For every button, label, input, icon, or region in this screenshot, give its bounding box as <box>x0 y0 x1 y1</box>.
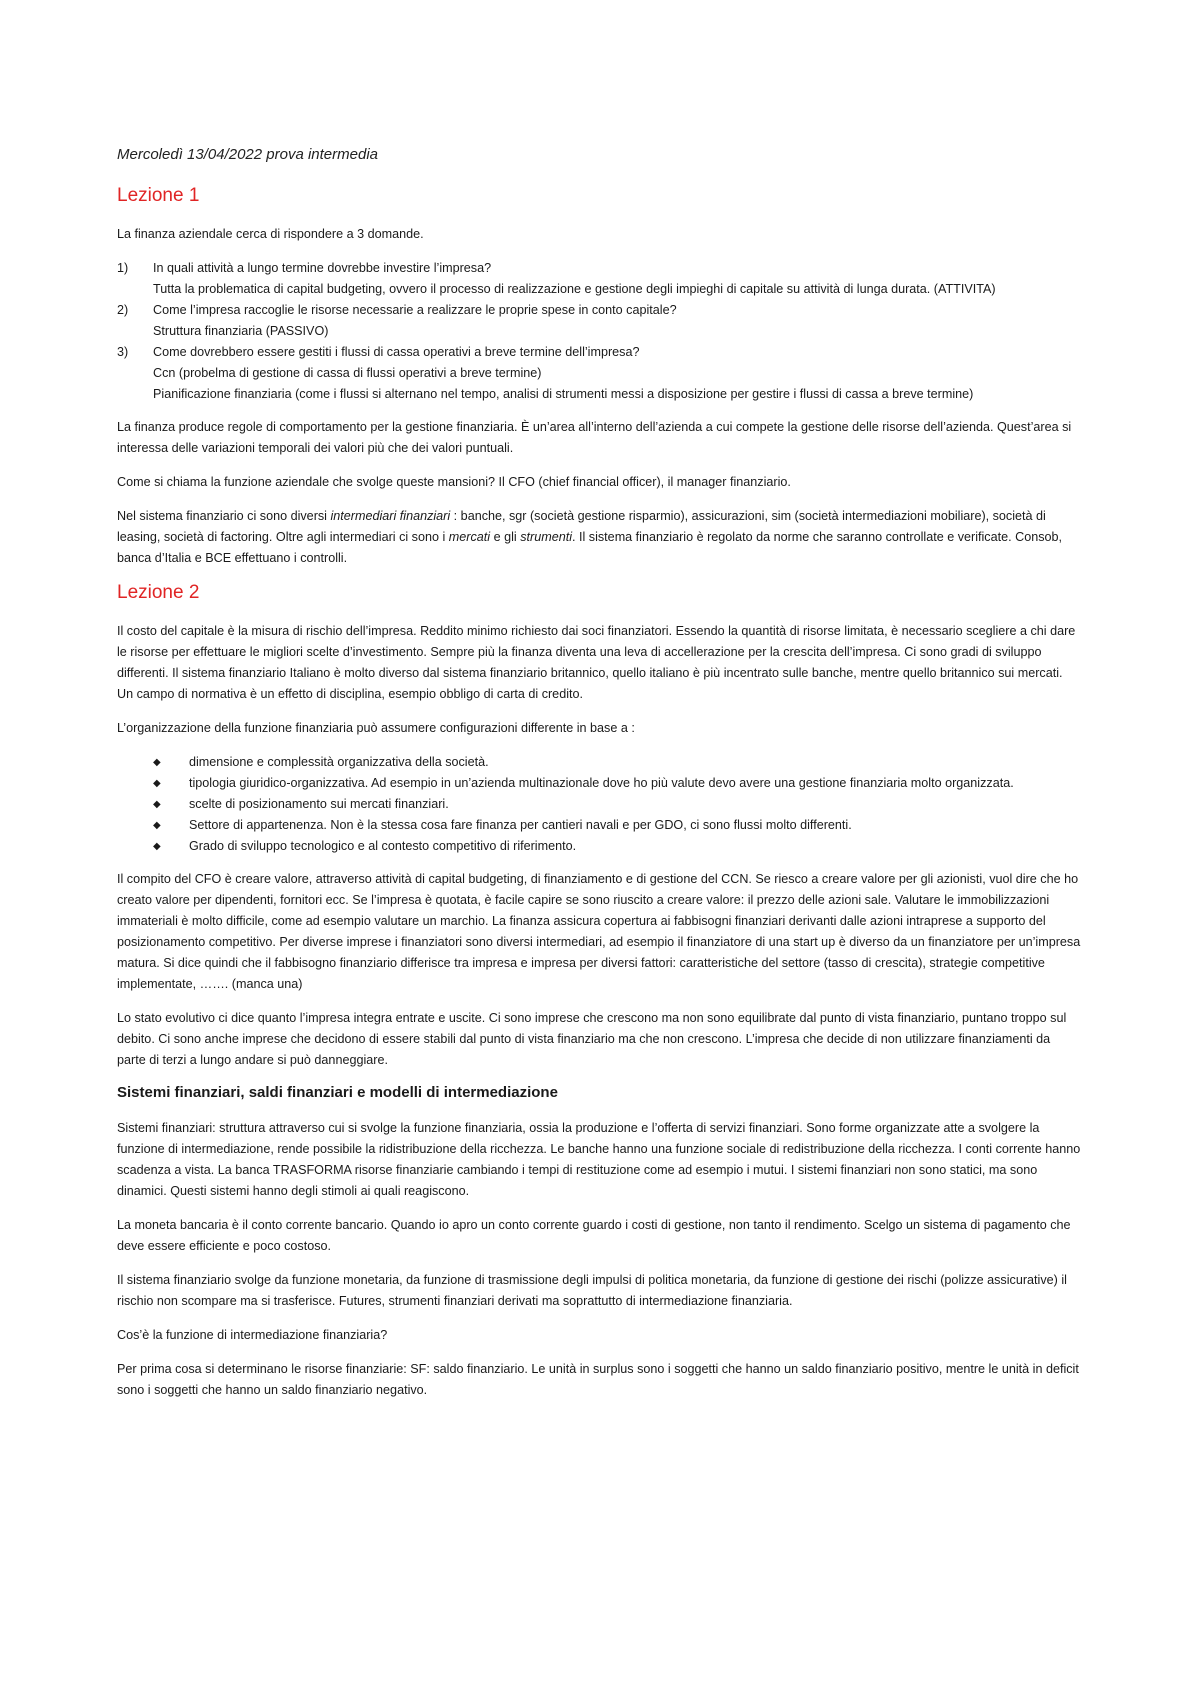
italic-term: mercati <box>448 530 491 544</box>
section-paragraph: Per prima cosa si determinano le risorse finanziarie: SF: saldo finanziario. Le unità in surplus sono i soggetti che hanno un saldo finanziario positivo, mentre le unità in deficit sono i soggetti che hanno un saldo finanziario negativo. <box>117 1362 1079 1397</box>
lesson-1-paragraph <box>117 506 1082 569</box>
bullet-icon: ◆ <box>153 820 161 831</box>
lesson-2-title: Lezione 2 <box>117 582 200 603</box>
section-paragraph: Il sistema finanziario svolge da funzione monetaria, da funzione di trasmissione degli impulsi di politica monetaria, da funzione di gestione dei rischi (polizze assicurative) il rischio non scompare ma si trasferisce. Futures, strumenti finanziari derivati ma soprattutto di intermediazione finanziaria. <box>117 1273 1067 1308</box>
question-number: 3) <box>117 345 129 359</box>
section-paragraph: Sistemi finanziari: struttura attraverso cui si svolge la funzione finanziaria, ossia la produzione e l’offerta di servizi finanziari. Sono forme organizzate atte a svolgere la funzione di intermediazione, rende possibile la ridistribuzione della ricchezza. Le banche hanno una funzione sociale di redistribuzione della ricchezza. I conti corrente hanno scadenza a vista. La banca TRASFORMA risorse finanziarie cambiando i tempi di restituzione come ad esempio i mutui. I sistemi finanziari non sono statici, ma sono dinamici. Questi sistemi hanno degli stimoli ai quali reagiscono. <box>117 1121 1081 1198</box>
lesson-2-paragraph: Il costo del capitale è la misura di rischio dell’impresa. Reddito minimo richiesto dai soci finanziatori. Essendo la quantità di risorse limitata, è necessario scegliere a chi dare le risorse per effettuare le migliori scelte d’investimento. Sempre più la finanza diventa una leva di accellerazione per la crescita dell’impresa. Ci sono gradi di sviluppo differenti. Il sistema finanziario Italiano è molto diverso dal sistema finanziario britannico, quello italiano è più incentrato sulle banche, mentre quello britannico sui mercati. Un campo di normativa è un effetto di disciplina, esempio obbligo di carta di credito. <box>117 624 1076 701</box>
bullet-item <box>117 815 1082 836</box>
bullet-text: dimensione e complessità organizzativa della società. <box>189 755 489 769</box>
question-text: In quali attività a lungo termine dovrebbe investire l’impresa? <box>153 261 492 275</box>
lesson-1-intro: La finanza aziendale cerca di rispondere a 3 domande. <box>117 227 424 241</box>
date-line: Mercoledì 13/04/2022 prova intermedia <box>117 146 378 163</box>
bullet-text: Settore di appartenenza. Non è la stessa cosa fare finanza per cantieri navali e per GDO, ci sono flussi molto differenti. <box>189 818 852 832</box>
section-title: Sistemi finanziari, saldi finanziari e modelli di intermediazione <box>117 1084 558 1101</box>
text-run: . Il sistema finanziario è regolato da norme che saranno controllate e verificate. Consob, banca d’Italia e BCE effettuano i controlli. <box>117 530 1063 565</box>
lesson-1-title: Lezione 1 <box>117 185 200 206</box>
bullet-item <box>117 794 1082 815</box>
question-answer: Pianificazione finanziaria (come i flussi si alternano nel tempo, analisi di strumenti messi a disposizione per gestire i flussi di cassa a breve termine) <box>153 387 974 401</box>
document-page <box>117 146 1082 1414</box>
bullet-item <box>117 836 1082 857</box>
bullet-icon: ◆ <box>153 841 161 852</box>
question-text: Come l’impresa raccoglie le risorse necessarie a realizzare le proprie spese in conto capitale? <box>153 303 677 317</box>
question-item <box>117 258 1082 300</box>
text-run: e gli <box>490 530 521 544</box>
question-answer: Tutta la problematica di capital budgeting, ovvero il processo di realizzazione e gestione degli impieghi di capitale su attività di lunga durata. (ATTIVITA) <box>153 282 996 296</box>
bullet-item <box>117 752 1082 773</box>
lesson-2-paragraph: Lo stato evolutivo ci dice quanto l’impresa integra entrate e uscite. Ci sono imprese che crescono ma non sono equilibrate dal punto di vista finanziario, puntano troppo sul debito. Ci sono anche imprese che decidono di essere stabili dal punto di vista finanziario ma che non crescono. L’impresa che decide di non utilizzare finanziamenti da parte di terzi a lungo andare si può danneggiare. <box>117 1011 1067 1067</box>
bullet-text: Grado di sviluppo tecnologico e al contesto competitivo di riferimento. <box>189 839 577 853</box>
question-number: 1) <box>117 261 129 275</box>
text-run: Nel sistema finanziario ci sono diversi <box>117 509 331 523</box>
bullet-text: scelte di posizionamento sui mercati finanziari. <box>189 797 449 811</box>
bullet-icon: ◆ <box>153 757 161 768</box>
italic-term: strumenti <box>520 530 572 544</box>
bullet-item <box>117 773 1082 794</box>
bullet-text: tipologia giuridico-organizzativa. Ad esempio in un’azienda multinazionale dove ho più valute devo avere una gestione finanziaria molto organizzata. <box>189 776 1014 790</box>
bullet-icon: ◆ <box>153 799 161 810</box>
question-answer: Ccn (probelma di gestione di cassa di flussi operativi a breve termine) <box>153 366 542 380</box>
questions-list <box>117 258 1082 405</box>
question-text: Come dovrebbero essere gestiti i flussi di cassa operativi a breve termine dell’impresa? <box>153 345 640 359</box>
lesson-2-paragraph: Il compito del CFO è creare valore, attraverso attività di capital budgeting, di finanziamento e di gestione del CCN. Se riesco a creare valore per gli azionisti, vuol dire che ho creato valore per dipendenti, fornitori ecc. Se l’impresa è quotata, è facile capire se sono riuscito a creare valore: il prezzo delle azioni sale. Valutare le immobilizzazioni immateriali è molto difficile, come ad esempio valutare un marchio. La finanza assicura copertura ai fabbisogni finanziari derivanti dalle azioni intraprese a supporto del posizionamento competitivo. Per diverse imprese i finanziatori sono diversi intermediari, ad esempio il finanziatore di una start up è diverso da un finanziatore per un’impresa matura. Si dice quindi che il fabbisogno finanziario differisce tra impresa e impresa per diversi fattori: caratteristiche del settore (tasso di crescita), strategie competitive implementate, ……. (manca una) <box>117 872 1081 991</box>
lesson-1-paragraph: La finanza produce regole di comportamento per la gestione finanziaria. È un’area all’interno dell’azienda a cui compete la gestione delle risorse dell’azienda. Quest’area si interessa delle variazioni temporali dei valori più che dei valori puntuali. <box>117 420 1072 455</box>
lesson-2-paragraph: L’organizzazione della funzione finanziaria può assumere configurazioni differente in base a : <box>117 721 635 735</box>
question-answer: Struttura finanziaria (PASSIVO) <box>153 324 329 338</box>
question-item <box>117 300 1082 342</box>
question-number: 2) <box>117 303 129 317</box>
bullet-icon: ◆ <box>153 778 161 789</box>
section-paragraph: La moneta bancaria è il conto corrente bancario. Quando io apro un conto corrente guardo i costi di gestione, non tanto il rendimento. Scelgo un sistema di pagamento che deve essere efficiente e poco costoso. <box>117 1218 1071 1253</box>
bullet-list <box>117 752 1082 857</box>
italic-term: intermediari finanziari <box>330 509 451 523</box>
lesson-1-paragraph: Come si chiama la funzione aziendale che svolge queste mansioni? Il CFO (chief financial officer), il manager finanziario. <box>117 475 791 489</box>
text-run: : banche, sgr (società gestione risparmio), assicurazioni, sim (società intermediazioni mobiliare), società di leasing, società di factoring. Oltre agli intermediari ci sono i <box>117 509 1046 544</box>
section-paragraph: Cos’è la funzione di intermediazione finanziaria? <box>117 1328 388 1342</box>
question-item <box>117 342 1082 405</box>
